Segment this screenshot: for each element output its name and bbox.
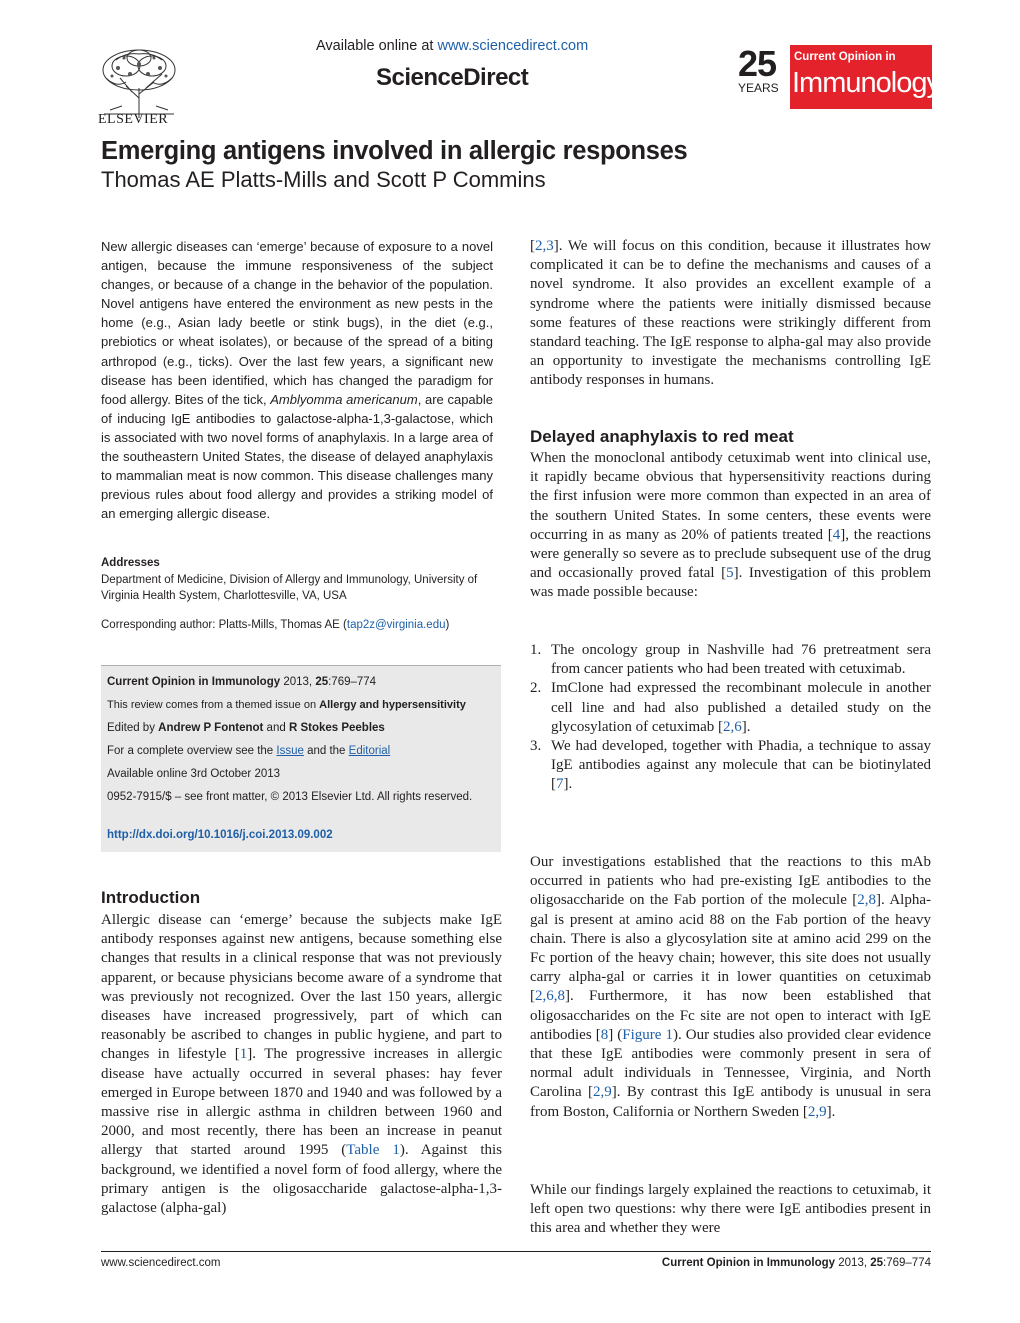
publisher-name: ELSEVIER <box>98 112 169 127</box>
article-info-box <box>101 665 501 852</box>
overview-line: For a complete overview see the Issue and the Editorial <box>107 745 391 757</box>
ref-link[interactable]: 2,8 <box>857 892 877 909</box>
footer-citation: Current Opinion in Immunology 2013, 25:769–774 <box>661 1257 931 1269</box>
figure-1-link[interactable]: Figure 1 <box>622 1026 673 1043</box>
list-item: 3. We had developed, together with Phadia, a technique to assay IgE antibodies against any molecule that can be biotinylated [7]. <box>530 738 931 793</box>
addresses-text: Department of Medicine, Division of Allergy and Immunology, University of Virginia Health System, Charlottesville, VA, USA <box>101 574 478 602</box>
ref-link[interactable]: 2,9 <box>807 1103 827 1120</box>
ref-link[interactable]: 4 <box>832 526 841 543</box>
badge-years-label: YEARS <box>738 81 779 95</box>
corresponding-author: Corresponding author: Platts-Mills, Thomas AE (tap2z@virginia.edu) <box>101 619 450 631</box>
addresses-heading: Addresses <box>101 557 160 569</box>
doi-link[interactable]: http://dx.doi.org/10.1016/j.coi.2013.09.002 <box>107 829 333 841</box>
badge-series: Current Opinion in <box>794 51 896 63</box>
ref-link[interactable]: 2,6,8 <box>535 988 565 1005</box>
cetuximab-questions-text: While our findings largely explained the reactions to cetuximab, it left open two questions: why there were IgE antibodies present in this area and whether they were <box>530 1182 931 1237</box>
abstract: New allergic diseases can ‘emerge’ because of exposure to a novel antigen, because the immune responsiveness of the subject changes, or because of a change in the behavior of the population. Novel antigens have entered the environment as new pests in the home (e.g., Asian lady beetle or stink bugs), in the diet (e.g., prebiotics or wheat isolates), or because of the spread of a biting arthropod (e.g., ticks). Over the last few years, a significant new disease has been identified, which has changed the paradigm for food allergy. Bites of the tick, Amblyomma americanum, are capable of inducing IgE antibodies to galactose-alpha-1,3-galactose, which is associated with two novel forms of anaphylaxis. In a large area of the southeastern United States, the disease of delayed anaphylaxis to mammalian meat is now common. This disease challenges many previous rules about food allergy and provides a striking model of an emerging allergic disease. <box>101 239 494 522</box>
ref-link[interactable]: 1 <box>239 1046 248 1063</box>
ref-link[interactable]: 2,3 <box>535 238 554 254</box>
findings-list <box>530 641 931 795</box>
table-1-link[interactable]: Table 1 <box>346 1142 400 1159</box>
investigations-text: Our investigations established that the reactions to this mAb occurred in patients who had pre-existing IgE antibodies to the oligosaccharide on the Fab portion of the molecule [2,8]. Alpha-gal is present at amino acid 88 on the Fab portion of the heavy chain. There is also a glycosylation site at amino acid 299 on the Fc portion of the heavy chain; however, this site does not usually carry alpha-gal or carries it in lower quantities on cetuximab [2,6,8]. Furthermore, it has now been established that oligosaccharides on the Fc site are not open to interact with IgE antibodies [8] (Figure 1). Our studies also provided clear evidence that these IgE antibodies were commonly present in sera of normal adult individuals in Tennessee, Virginia, and North Carolina [2,9]. By contrast this IgE antibody is unusual in sera from Boston, California or Northern Sweden [2,9]. <box>530 854 931 1120</box>
author-email-link[interactable]: tap2z@virginia.edu <box>346 619 446 631</box>
ref-link[interactable]: 2,9 <box>593 1084 612 1101</box>
badge-years-number: 25 <box>738 43 777 84</box>
footer-url[interactable]: www.sciencedirect.com <box>101 1257 221 1269</box>
article-authors: Thomas AE Platts-Mills and Scott P Commins <box>101 167 546 192</box>
copyright-line: 0952-7915/$ – see front matter, © 2013 Elsevier Ltd. All rights reserved. <box>107 791 473 803</box>
themed-issue-line: This review comes from a themed issue on Allergy and hypersensitivity <box>107 699 466 711</box>
journal-badge <box>738 43 940 109</box>
available-online-date: Available online 3rd October 2013 <box>107 768 281 780</box>
ref-link[interactable]: 5 <box>726 565 734 582</box>
species-name: Amblyomma americanum <box>270 391 418 407</box>
available-online: Available online at www.sciencedirect.com <box>316 38 589 54</box>
editors-line: Edited by Andrew P Fontenot and R Stokes Peebles <box>107 722 385 734</box>
list-item: 1. The oncology group in Nashville had 76 pretreatment sera from cancer patients who had been treated with cetuximab. <box>530 642 931 678</box>
citation-line: Current Opinion in Immunology 2013, 25:769–774 <box>107 676 377 688</box>
badge-journal-name: Immunology <box>792 67 940 99</box>
article-title: Emerging antigens involved in allergic responses <box>101 137 688 165</box>
footer-divider <box>101 1251 931 1252</box>
sciencedirect-link[interactable]: www.sciencedirect.com <box>437 38 589 54</box>
introduction-heading: Introduction <box>101 888 201 907</box>
editorial-link[interactable]: Editorial <box>348 745 391 757</box>
ref-link[interactable]: 2,6 <box>723 718 742 735</box>
delayed-anaphylaxis-text: When the monoclonal antibody cetuximab went into clinical use, it rapidly became obvious that hypersensitivity reactions during the first infusion were more common than expected in an area of the southern United States. In some centers, these events were occurring in as many as 20% of patients treated [4], the reactions were generally so severe as to preclude subsequent use of the drug and occasionally proved fatal [5]. Investigation of this problem was made possible because: <box>530 450 932 601</box>
intro-continued: [2,3]. We will focus on this condition, because it illustrates how complicated it can be to define the mechanisms and causes of a novel syndrome. It also provides an excellent example of a syndrome where the patients were initially dismissed because some features of these reactions were strikingly different from standard teaching. The IgE response to alpha-gal may also provide an opportunity to investigate the mechanisms controlling IgE antibody responses in humans. <box>530 238 931 389</box>
ref-link[interactable]: 8 <box>600 1026 609 1043</box>
delayed-anaphylaxis-heading: Delayed anaphylaxis to red meat <box>530 427 794 446</box>
ref-link[interactable]: 7 <box>556 776 564 793</box>
introduction-text: Allergic disease can ‘emerge’ because the subjects make IgE antibody responses against new antigens, because something else changes that results in a clinical response that was not previously apparent, or because physicians become aware of a syndrome that was previously not recognized. Over the last 150 years, allergic diseases have increased progressively, part of which can reasonably be ascribed to changes in public hygiene, and part to changes in lifestyle [1]. The progressive increases in allergic disease have actually occurred in several phases: hay fever emerged in Europe between 1870 and 1940 and was followed by a massive rise in allergic asthma in children between 1960 and 2000, and most recently, there has been an increase in peanut allergy that started around 1995 (Table 1). Against this background, we identified a novel form of food allergy, where the primary antigen is the oligosaccharide galactose-alpha-1,3-galactose (alpha-gal) <box>101 912 502 1217</box>
sciencedirect-wordmark: ScienceDirect <box>376 64 529 91</box>
issue-link[interactable]: Issue <box>276 745 304 757</box>
list-item: 2. ImClone had expressed the recombinant molecule in another cell line and had also published a detailed study on the glycosylation of cetuximab [2,6]. <box>530 680 931 735</box>
